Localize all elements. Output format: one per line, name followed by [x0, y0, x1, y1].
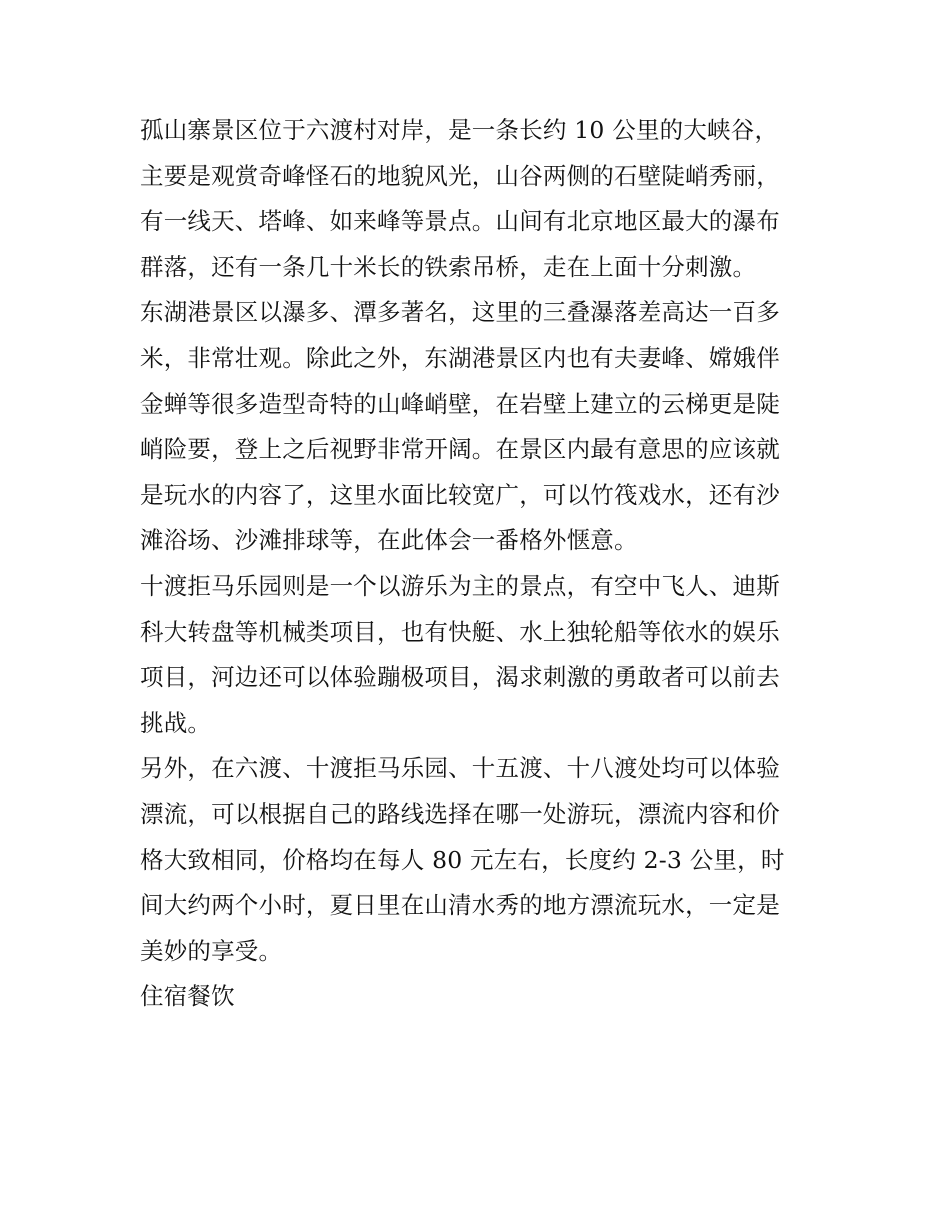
- text-line: 十渡拒马乐园则是一个以游乐为主的景点，有空中飞人、迪斯: [140, 571, 780, 600]
- text-line: 滩浴场、沙滩排球等，在此体会一番格外惬意。: [140, 526, 638, 555]
- text-line: 孤山寨景区位于六渡村对岸，是一条长约 10 公里的大峡谷，: [140, 116, 779, 144]
- text-line: 峭险要，登上之后视野非常开阔。在景区内最有意思的应该就: [140, 435, 780, 464]
- text-line: 间大约两个小时，夏日里在山清水秀的地方漂流玩水，一定是: [140, 891, 780, 920]
- text-line: 科大转盘等机械类项目，也有快艇、水上独轮船等依水的娱乐: [140, 617, 780, 646]
- text-line: 另外，在六渡、十渡拒马乐园、十五渡、十八渡处均可以体验: [140, 754, 780, 783]
- text-line: 挑战。: [140, 708, 212, 737]
- text-line: 是玩水的内容了，这里水面比较宽广，可以竹筏戏水，还有沙: [140, 480, 780, 509]
- text-line: 项目，河边还可以体验蹦极项目，渴求刺激的勇敢者可以前去: [140, 663, 780, 692]
- text-line: 美妙的享受。: [140, 936, 283, 965]
- section-heading: 住宿餐饮: [140, 982, 235, 1011]
- text-line: 群落，还有一条几十米长的铁索吊桥，走在上面十分刺激。: [140, 252, 757, 281]
- document-body: [140, 108, 820, 1020]
- text-line: 主要是观赏奇峰怪石的地貌风光，山谷两侧的石壁陡峭秀丽，: [140, 161, 780, 190]
- text-line: 金蝉等很多造型奇特的山峰峭壁，在岩壁上建立的云梯更是陡: [140, 389, 780, 418]
- text-line: 米，非常壮观。除此之外，东湖港景区内也有夫妻峰、嫦娥伴: [140, 343, 780, 372]
- text-line: 漂流，可以根据自己的路线选择在哪一处游玩，漂流内容和价: [140, 799, 780, 828]
- text-line: 东湖港景区以瀑多、潭多著名，这里的三叠瀑落差高达一百多: [140, 298, 780, 327]
- text-line: 格大致相同，价格均在每人 80 元左右，长度约 2-3 公里，时: [140, 845, 785, 874]
- text-line: 有一线天、塔峰、如来峰等景点。山间有北京地区最大的瀑布: [140, 207, 780, 236]
